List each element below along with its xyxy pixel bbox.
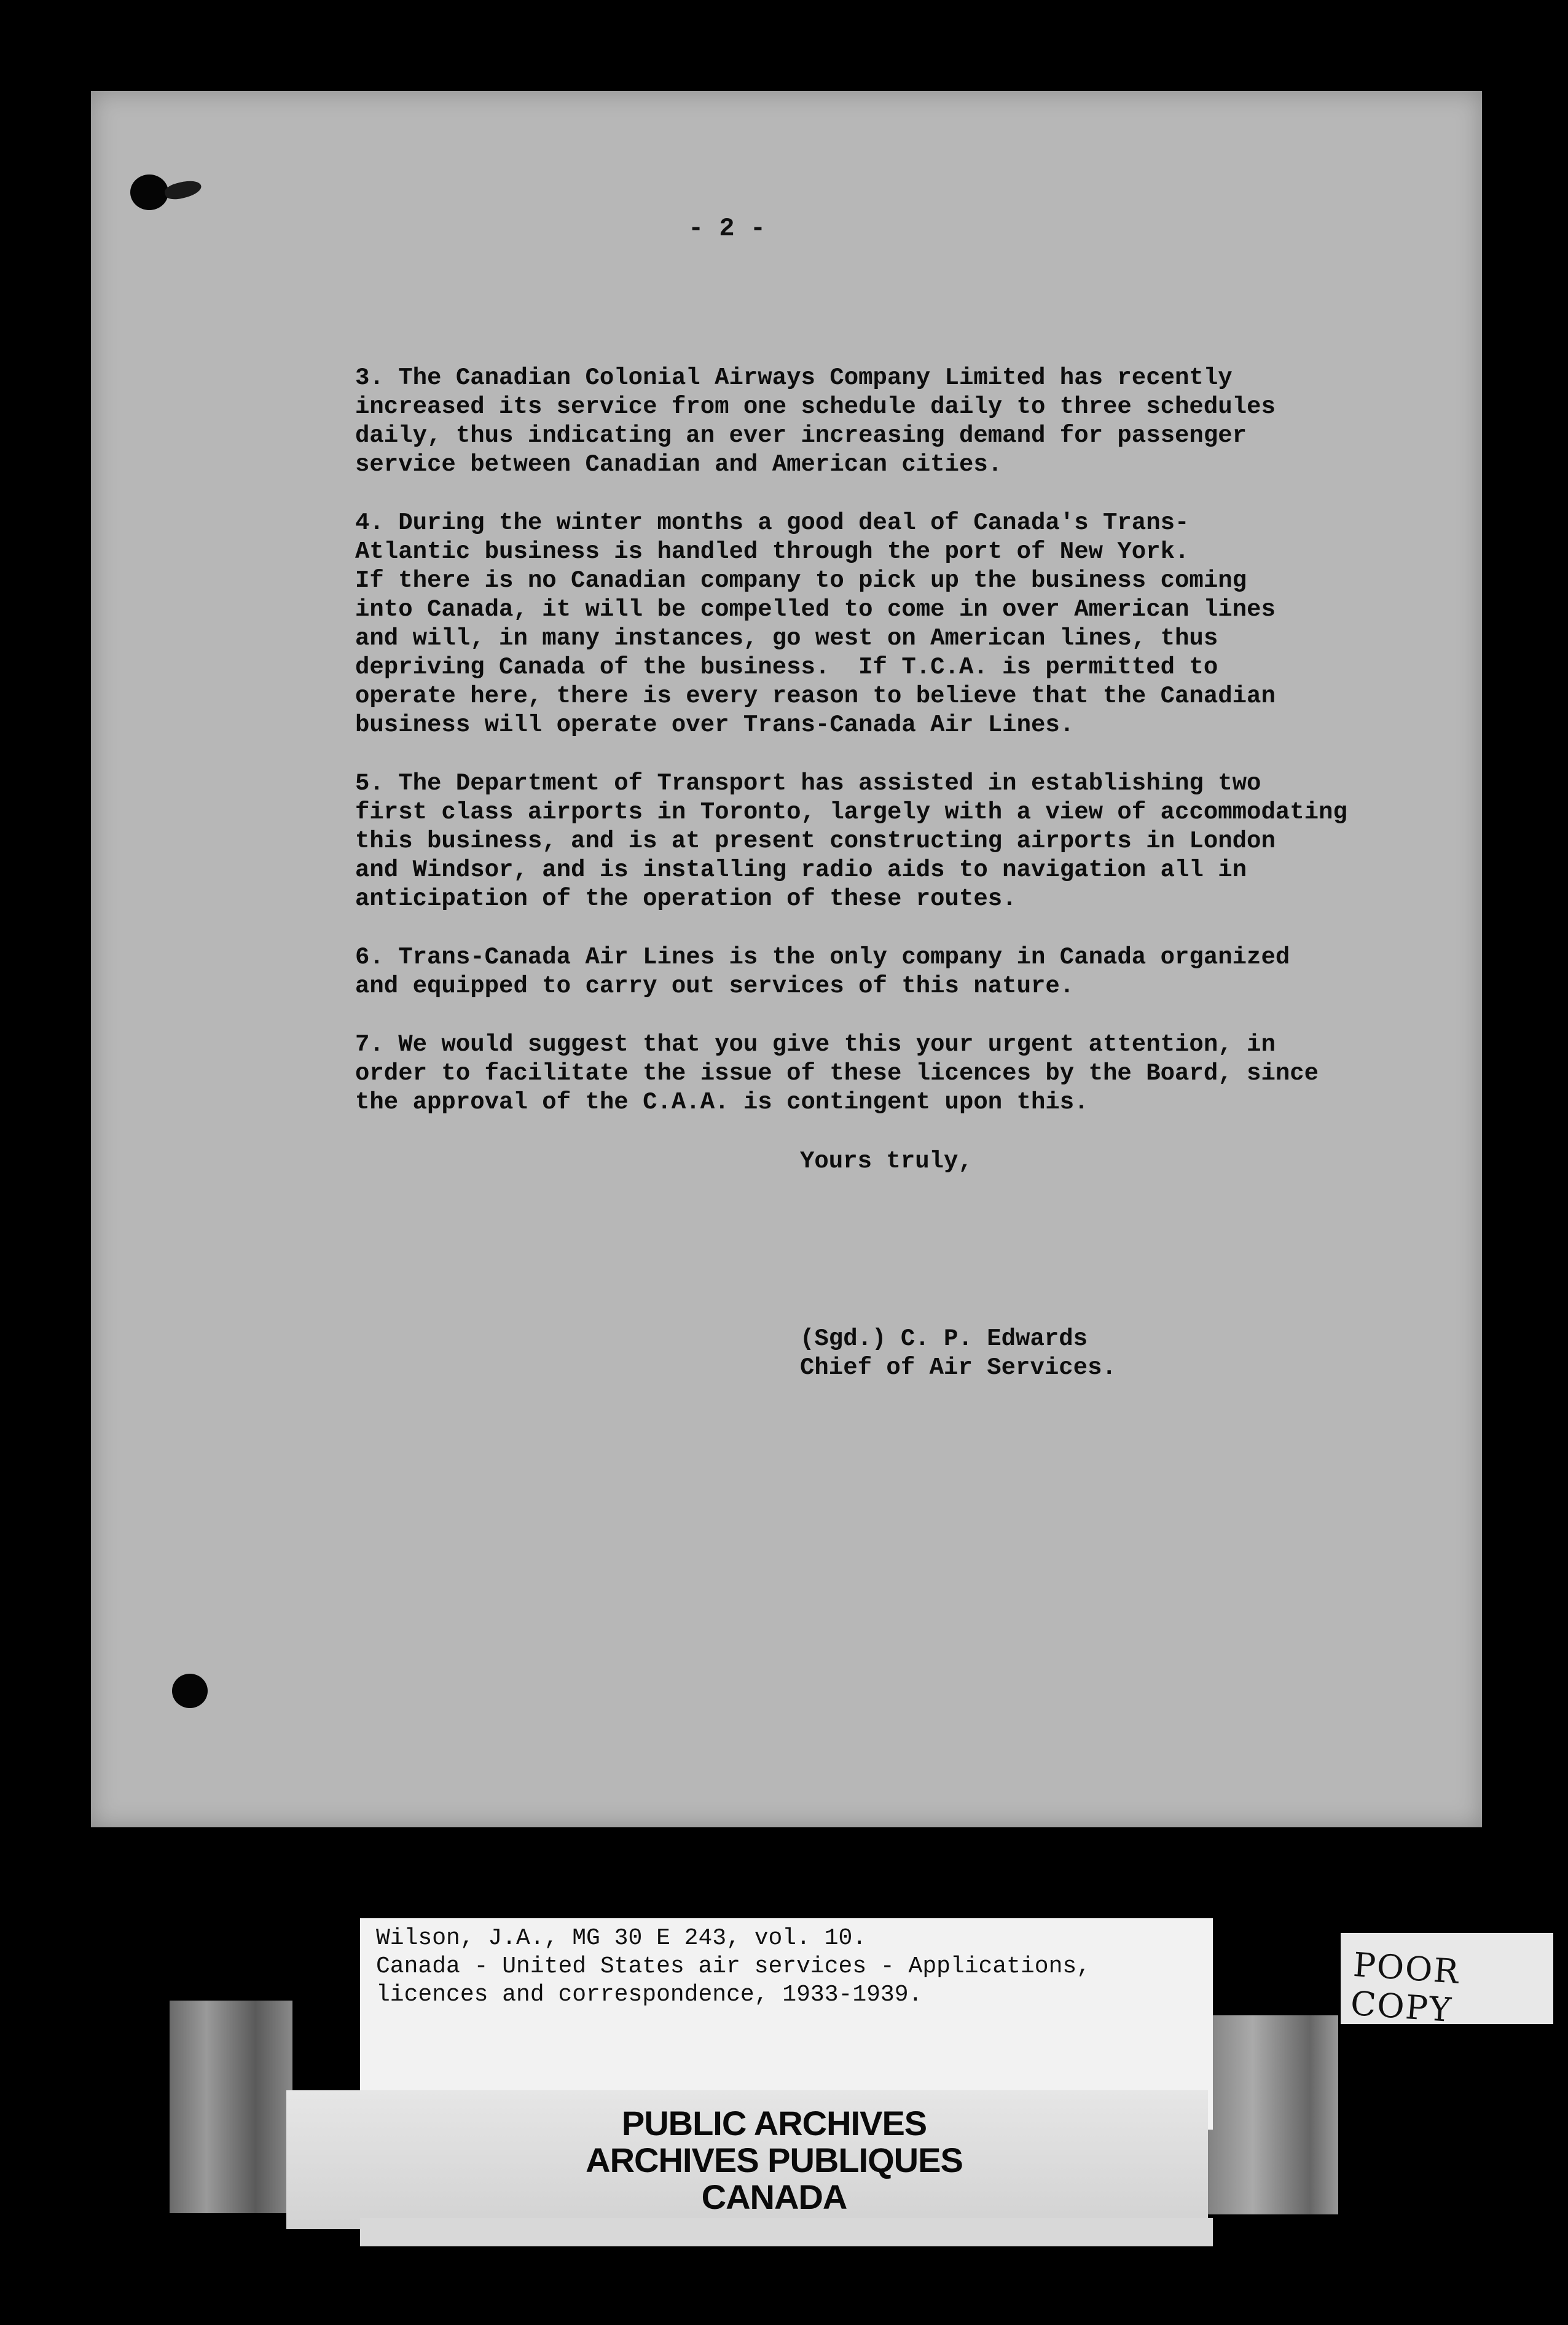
tape-left (170, 2001, 292, 2213)
letter-closing: Yours truly, (800, 1148, 973, 1175)
stamp-strip-bottom (360, 2218, 1213, 2246)
paragraph-3: 3. The Canadian Colonial Airways Company Limited has recently increased its service from one schedule daily to three schedules daily, thus indicating an ever increasing demand for passenger service between Canadian and American cities. (355, 364, 1276, 478)
letter-body (355, 364, 1412, 1147)
paragraph-4: 4. During the winter months a good deal of Canada's Trans- Atlantic business is handled through the port of New York. If there is no Canadian company to pick up the business coming into Canada, it will be compelled to come in over American lines and will, in many instances, go west on American lines, thus depriving Canada of the business. If T.C.A. is permitted to operate here, there is every reason to believe that the Canadian business will operate over Trans-Canada Air Lines. (355, 509, 1276, 739)
paragraph-5: 5. The Department of Transport has assisted in establishing two first class airports in Toronto, largely with a view of accommodating this business, and is at present constructing airports in London and Windsor, and is installing radio aids to navigation all in anticipation of the operation of these routes. (355, 770, 1347, 912)
archives-stamp (553, 2105, 995, 2216)
page-number: - 2 - (688, 214, 766, 243)
paragraph-7: 7. We would suggest that you give this your urgent attention, in order to facilitate the issue of these licences by the Board, since the approval of the C.A.A. is contingent upon this. (355, 1031, 1319, 1116)
archive-label (376, 1924, 1091, 2009)
punch-hole-bottom (172, 1674, 208, 1708)
punch-hole-top (130, 174, 168, 210)
signature-block (800, 1325, 1116, 1382)
archive-label-line-2: Canada - United States air services - Applications, (376, 1953, 1091, 1980)
stamp-line-2: ARCHIVES PUBLIQUES (586, 2141, 963, 2179)
poor-copy-note: POOR COPY (1349, 1945, 1461, 2030)
tape-right (1196, 2015, 1338, 2214)
paragraph-6: 6. Trans-Canada Air Lines is the only company in Canada organized and equipped to carry out services of this nature. (355, 944, 1290, 1000)
archive-label-line-1: Wilson, J.A., MG 30 E 243, vol. 10. (376, 1925, 867, 1951)
stamp-line-3: CANADA (701, 2178, 847, 2216)
signature-line: (Sgd.) C. P. Edwards (800, 1325, 1088, 1352)
stamp-line-1: PUBLIC ARCHIVES (621, 2104, 927, 2143)
archive-label-line-3: licences and correspondence, 1933-1939. (376, 1982, 923, 2008)
signature-title: Chief of Air Services. (800, 1354, 1116, 1381)
